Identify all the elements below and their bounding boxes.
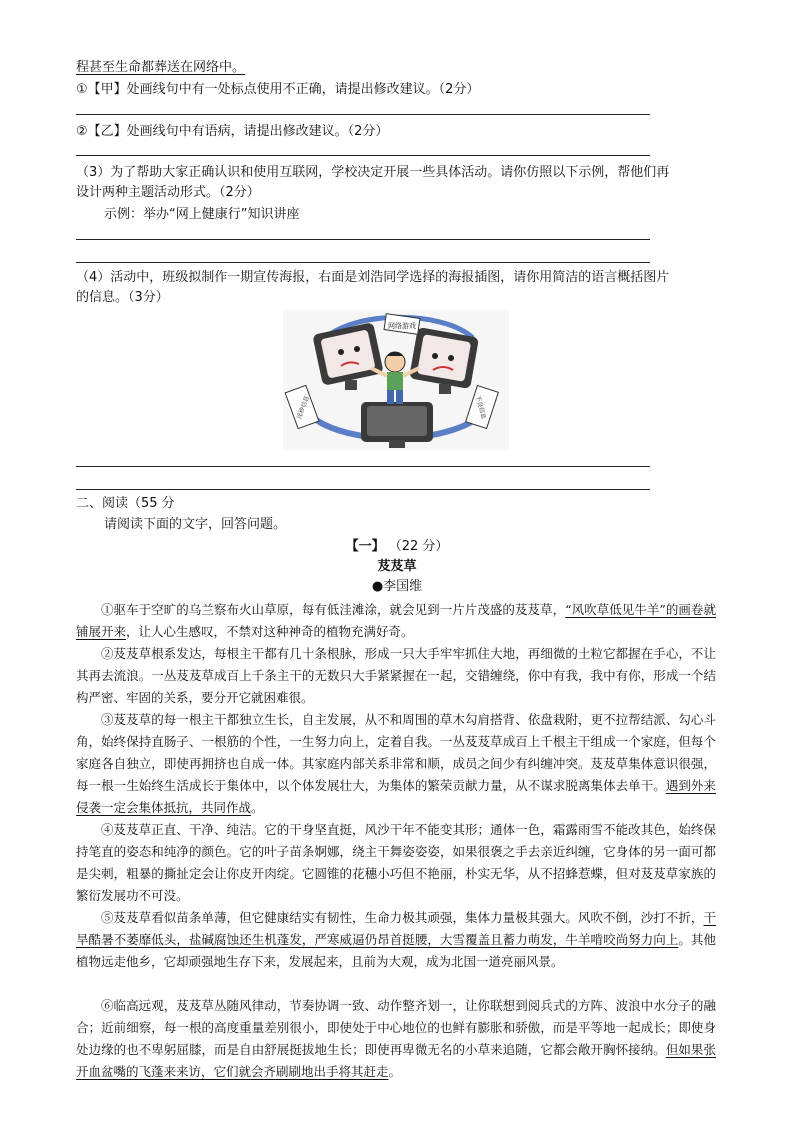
answer-line[interactable] (76, 155, 650, 156)
part-heading (0, 537, 794, 557)
question-2-2: ②【乙】处画线句中有语病，请提出修改建议。（2分） (76, 124, 389, 139)
paragraph-3-text: ③芨芨草的每一根主干都独立生长，自主发展，从不和周围的草木勾肩搭背、依盘栽附，更不拉帮结派、勾心斗角，始终保持直肠子、一根筋的个性，一生努力向上，定着自我。一丛芨芨草成百上千根主干组成一个家庭，但每个家庭各自独立，即使再拥挤也自成一体。其家庭内部关系非常和顺，成员之间少有纠缠冲突。芨芨草集体意识很强，每一根一生始终生活成长于集体中，以个体发展壮大，为集体的繁荣贡献力量，从不谋求脱离集体去单干。 (76, 712, 716, 793)
poster-illustration (283, 310, 509, 450)
paragraph-3 (76, 709, 716, 819)
underlined-sentence-6: 但如果张开血盆嘴的飞蓬来来访，它们就会齐刷刷地出手将其赶走 (76, 1042, 716, 1079)
paragraph-6 (76, 995, 716, 1083)
paragraph-5-text: ⑤芨芨草看似苗条单薄，但它健康结实有韧性，生命力极其顽强，集体力量极其强大。风吹不倒，沙打不折， (101, 910, 704, 925)
question-3-line2: 设计两种主题活动形式。（2分） (76, 185, 260, 200)
paragraph-5-text-end: 。其他植物远走他乡，它却顽强地生存下来，发展起来，且前为大观，成为北国一道亮丽风景。 (76, 932, 716, 969)
question-4-line2: 的信息。（3分） (76, 290, 169, 305)
paragraph-3-text-end: 。 (251, 800, 264, 815)
paragraph-5 (76, 907, 716, 973)
sign-left-text: 淫秽信息 (296, 395, 311, 420)
part-score: （22 分） (388, 539, 449, 554)
bottom-monitor (361, 402, 433, 448)
top-fragment: 程甚至生命都葬送在网络中。 (76, 60, 246, 75)
answer-line[interactable] (76, 239, 650, 240)
underlined-sentence-5: 干旱酷暑不萎靡低头，盐碱腐蚀还生机蓬发，严寒威逼仍昂首挺腰，大雪覆盖且蓄力萌发，牛羊啃咬尚努力向上 (76, 910, 716, 947)
paragraph-6-text: ⑥临高远观，芨芨草丛随风律动，节奏协调一致、动作整齐划一，让你联想到阅兵式的方阵、波浪中水分子的融合；近前细察，每一根的高度重量差别很小，即使处于中心地位的也鲜有膨胀和骄傲，而是平等地一起成长；即使身处边缘的也不卑躬屈膝，而是自由舒展挺拔地生长；即使再卑微无名的小草来追随，它都会敞开胸怀接纳。 (76, 998, 716, 1057)
question-2-1: ①【甲】处画线句中有一处标点使用不正确，请提出修改建议。（2分） (76, 82, 480, 97)
sign-right-text: 不良信息 (474, 394, 488, 420)
sign-top-text: 网络游戏 (388, 322, 416, 330)
article-author: ●李国维 (371, 579, 423, 594)
answer-line[interactable] (76, 466, 650, 467)
answer-line[interactable] (76, 489, 650, 490)
article-title: 芨芨草 (377, 559, 417, 574)
underlined-sentence-jia: “风吹草低见牛羊”的画卷就铺展开来 (76, 602, 716, 639)
underlined-sentence-3: 遇到外来侵袭一定会集体抵抗，共同作战 (76, 778, 716, 815)
paragraph-1-text-end: ，让人心生感叹，不禁对这种神奇的植物充满好奇。 (126, 624, 414, 639)
section-instruction: 请阅读下面的文字，回答问题。 (104, 517, 287, 532)
section-title: 二、阅读（55 分 (76, 496, 175, 511)
paragraph-1-text: ①驱车于空旷的乌兰察布火山草原，每有低洼滩涂，就会见到一片片茂盛的芨芨草， (101, 602, 566, 617)
part-label: 【一】 (345, 539, 385, 554)
paragraph-1 (76, 599, 716, 643)
answer-line[interactable] (76, 262, 650, 263)
paragraph-6-text-end: 。 (388, 1064, 402, 1079)
answer-line[interactable] (76, 114, 650, 115)
paragraph-4: ④芨芨草正直、干净、纯洁。它的干身坚直挺，风沙干年不能变其形；通体一色，霜露雨雪不能改其色，始终保持笔直的姿态和纯净的颜色。它的叶子苗条婀娜，绕主干舞姿姿姿，如果很褒之手去亲近纠缠，它身体的另一面可都是尖刺，粗暴的撕扯定会让你皮开肉绽。它圆锥的花穗小巧但不艳丽，朴实无华，从不招蜂惹蝶，但对芨芨草家族的繁衍发展功不可没。 (76, 822, 716, 903)
question-3-line1: （3）为了帮助大家正确认识和使用互联网，学校决定开展一些具体活动。请你仿照以下示例，帮他们再 (76, 165, 670, 180)
paragraph-2: ②芨芨草根系发达，每根主干都有几十条根脉，形成一只大手牢牢抓住大地，再细微的土粒它都握在手心，不让其再去流浪。一丛芨芨草成百上千条主干的无数只大手紧紧握在一起，交错缠绕，你中有我，我中有你，形成一个结构严密、牢固的关系，要分开它就困难很。 (76, 646, 716, 705)
question-4-line1: （4）活动中，班级拟制作一期宣传海报，右面是刘浩同学选择的海报插图，请你用简洁的语言概括图片 (76, 270, 670, 285)
question-3-example: 示例：举办“网上健康行”知识讲座 (104, 207, 300, 222)
